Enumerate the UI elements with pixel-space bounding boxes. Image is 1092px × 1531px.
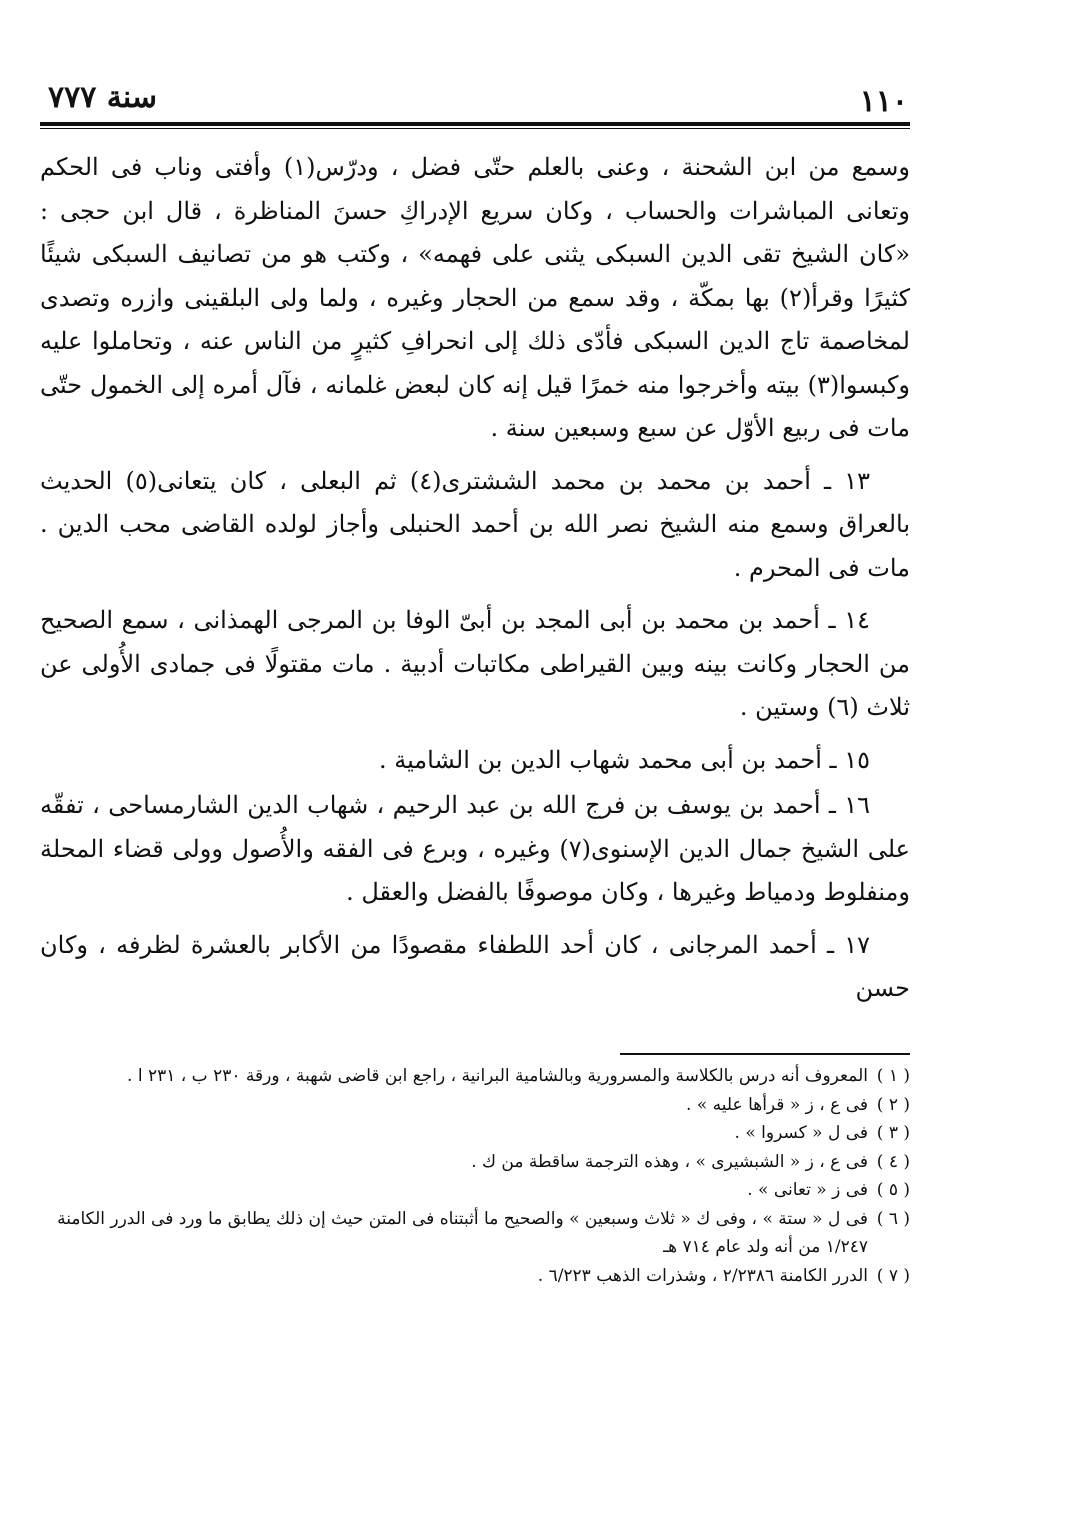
header-rule [40, 122, 910, 126]
main-text [40, 146, 910, 1011]
footnote-1 [40, 1062, 910, 1091]
footnote-7 [40, 1262, 910, 1291]
running-head: سنة ٧٧٧ [48, 80, 158, 115]
footnote-number: ( ٢ ) [876, 1094, 910, 1115]
entry-13: ١٣ ـ أحمد بن محمد بن محمد الششترى(٤) ثم البعلى ، كان يتعانى(٥) الحديث بالعراق وسمع منه الشيخ نصر الله بن أحمد الحنبلى وأجاز لولده القاضى محب الدين . مات فى المحرم . [40, 466, 911, 582]
entry-14: ١٤ ـ أحمد بن محمد بن أبى المجد بن أبىّ الوفا بن المرجى الهمذانى ، سمع الصحيح من الحجار وكانت بينه وبين القيراطى مكاتبات أدبية . مات مقتولًا فى جمادى الأُولى عن ثلاث (٦) وستين . [40, 606, 910, 721]
footnote-text: المعروف أنه درس بالكلاسة والمسرورية وبالشامية البرانية ، راجع ابن قاضى شهبة ، ورقة ٢٣٠ ب ، ٢٣١ ا . [127, 1066, 868, 1086]
footnote-number: ( ٣ ) [876, 1123, 910, 1143]
footnote-6 [40, 1205, 910, 1262]
footnote-2 [40, 1091, 910, 1120]
footnote-number: ( ٤ ) [876, 1151, 910, 1172]
footnote-text: فى ل « ستة » ، وفى ك « ثلاث وسبعين » والصحيح ما أثبتناه فى المتن حيث إن ذلك يطابق ما ورد فى الدرر الكامنة ١/٢٤٧ من أنه ولد عام ٧١٤ هـ [57, 1208, 868, 1257]
footnote-text: فى ع ، ز « الشبشيرى » ، وهذه الترجمة ساقطة من ك . [471, 1151, 868, 1172]
footnote-number: ( ٧ ) [876, 1265, 910, 1286]
entry-15: ١٥ ـ أحمد بن أبى محمد شهاب الدين بن الشامية . [378, 745, 870, 774]
footnote-text: فى ع ، ز « قرأها عليه » . [686, 1094, 868, 1115]
page-number: ١١٠ [859, 84, 908, 119]
page-header [40, 70, 910, 119]
header-rule-thin [40, 128, 910, 129]
footnote-text: فى ل « كسروا » . [734, 1123, 868, 1143]
footnote-number: ( ٥ ) [876, 1180, 910, 1200]
footnote-text: فى ز « تعانى » . [747, 1180, 868, 1200]
footnote-5 [40, 1176, 910, 1205]
footnote-text: الدرر الكامنة ٢/٢٣٨٦ ، وشذرات الذهب ٦/٢٢٣ . [537, 1265, 868, 1286]
paragraph-continuation: وسمع من ابن الشحنة ، وعنى بالعلم حتّى فضل ، ودرّس(١) وأفتى وناب فى الحكم وتعانى المباشرات والحساب ، وكان سريع الإدراكِ حسنَ المناظرة ، قال ابن حجى : «كان الشيخ تقى الدين السبكى يثنى على فهمه» ، وكتب هو من تصانيف السبكى شيئًا كثيرًا وقرأ(٢) بها بمكّة ، وقد سمع من الحجار وغيره ، ولما ولى البلقينى وازره وتصدى لمخاصمة تاج الدين السبكى فأدّى ذلك إلى انحرافِ كثيرٍ من الناس عنه ، وتحاملوا عليه وكبسوا(٣) بيته وأخرجوا منه خمرًا قيل إنه كان لبعض غلمانه ، فآل أمره إلى الخمول حتّى مات فى ربيع الأوّل عن سبع وسبعين سنة . [40, 153, 911, 442]
footnotes [40, 1062, 910, 1290]
footnote-number: ( ١ ) [876, 1066, 910, 1086]
entry-16: ١٦ ـ أحمد بن يوسف بن فرج الله بن عبد الرحيم ، شهاب الدين الشارمساحى ، تفقّه على الشيخ جمال الدين الإسنوى(٧) وغيره ، وبرع فى الفقه والأُصول وولى قضاء المحلة ومنفلوط ودمياط وغيرها ، وكان موصوفًا بالفضل والعقل . [40, 791, 911, 906]
footnote-3 [40, 1119, 910, 1148]
document-page [40, 70, 910, 1020]
footnote-4 [40, 1148, 910, 1177]
footnote-number: ( ٦ ) [876, 1208, 910, 1229]
entry-17: ١٧ ـ أحمد المرجانى ، كان أحد اللطفاء مقصودًا من الأكابر بالعشرة لظرفه ، وكان حسن [40, 930, 910, 1002]
footnote-rule [620, 1053, 910, 1055]
